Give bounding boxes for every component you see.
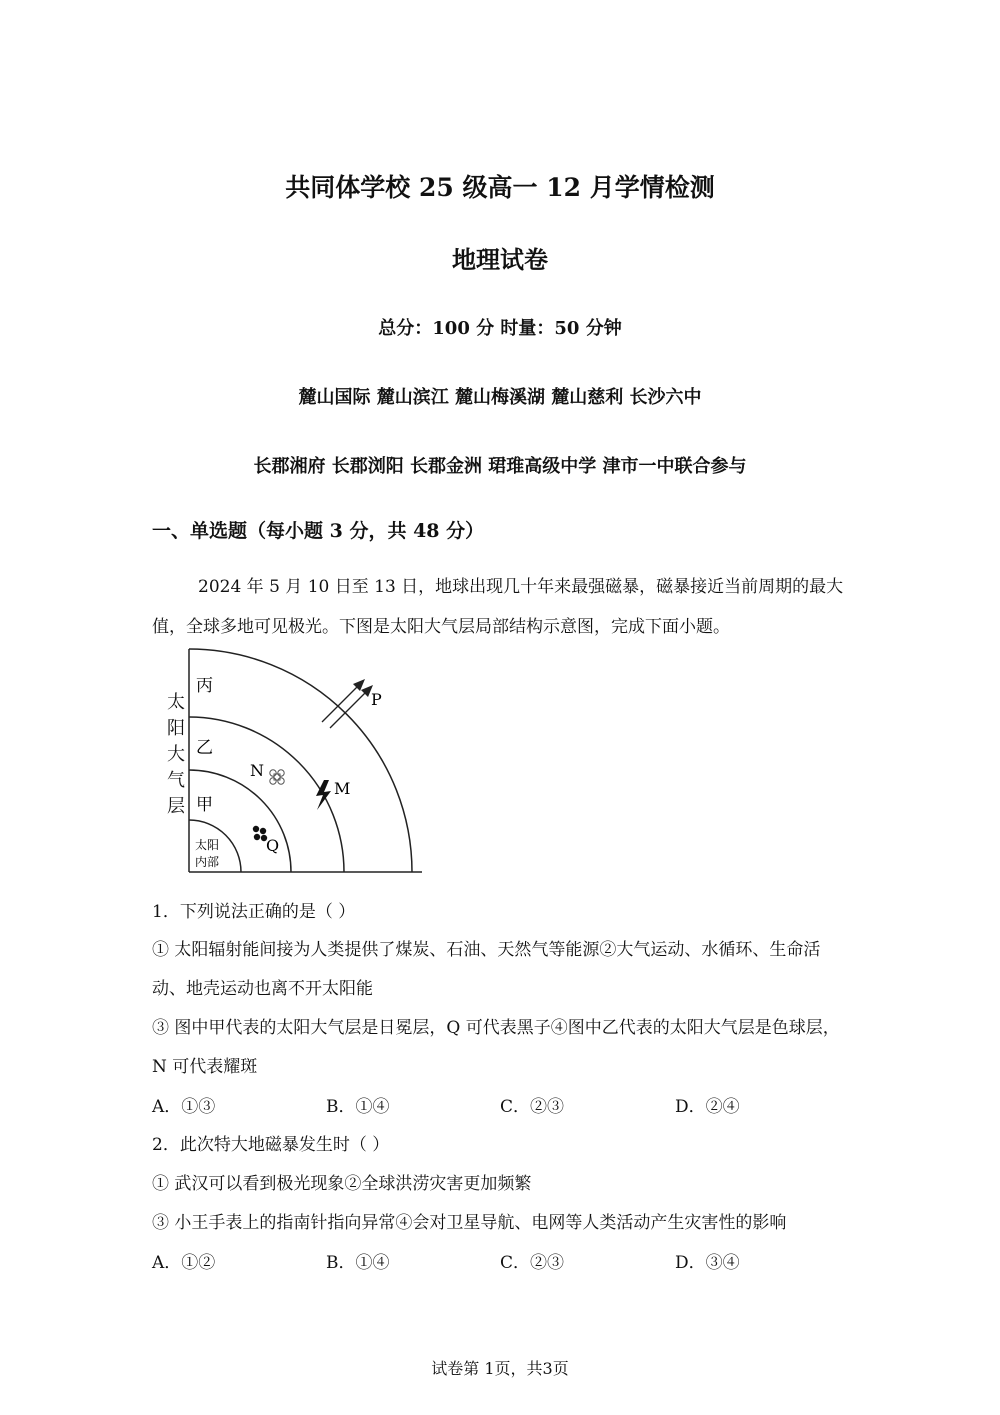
question-1-stem: 1．下列说法正确的是（ ） <box>152 902 356 922</box>
solar-wind-arrows-icon <box>322 679 373 728</box>
outer-layer-arc <box>189 649 412 872</box>
layer-label-bing: 丙 <box>196 676 213 696</box>
layer-label-jia: 甲 <box>196 795 213 815</box>
question-1-line: ③ 图中甲代表的太阳大气层是日冕层，Q 可代表黑子④图中乙代表的太阳大气层是色球层， <box>152 1018 840 1038</box>
intro-line-1: 2024 年 5 月 10 日至 13 日，地球出现几十年来最强磁暴，磁暴接近当前周期的最大 <box>198 577 844 597</box>
intro-line-2: 值，全球多地可见极光。下图是太阳大气层局部结构示意图，完成下面小题。 <box>152 617 730 637</box>
question-2-line: ③ 小王手表上的指南针指向异常④会对卫星导航、电网等人类活动产生灾害性的影响 <box>152 1213 787 1233</box>
exam-subject: 地理试卷 <box>452 245 548 274</box>
question-1-option-d[interactable]: D．②④ <box>675 1097 740 1117</box>
question-1-line: ① 太阳辐射能间接为人类提供了煤炭、石油、天然气等能源②大气运动、水循环、生命活 <box>152 940 821 960</box>
side-label-char: 大 <box>167 744 185 765</box>
marker-P: P <box>371 690 382 709</box>
marker-M: M <box>334 779 351 798</box>
section-title: 一、单选题（每小题 3 分，共 48 分） <box>152 520 485 542</box>
question-2-option-a[interactable]: A．①② <box>152 1253 216 1273</box>
question-1-line: 动、地壳运动也离不开太阳能 <box>152 979 373 999</box>
schools-line-2: 长郡湘府 长郡浏阳 长郡金洲 珺琟高级中学 津市一中联合参与 <box>253 456 747 477</box>
layer-label-yi: 乙 <box>196 738 213 758</box>
core-label-2: 内部 <box>195 855 220 869</box>
prominence-swirl-icon <box>270 770 284 784</box>
question-2-line: ① 武汉可以看到极光现象②全球洪涝灾害更加频繁 <box>152 1174 532 1194</box>
question-2-option-b[interactable]: B．①④ <box>326 1253 390 1273</box>
side-label-char: 阳 <box>167 718 185 739</box>
schools-line-1: 麓山国际 麓山滨江 麓山梅溪湖 麓山慈利 长沙六中 <box>298 387 702 408</box>
question-1-option-b[interactable]: B．①④ <box>326 1097 390 1117</box>
question-2-option-c[interactable]: C．②③ <box>500 1253 565 1273</box>
question-1-option-c[interactable]: C．②③ <box>500 1097 565 1117</box>
side-label-char: 太 <box>167 692 185 713</box>
core-label-1: 太阳 <box>195 838 220 852</box>
page-footer: 试卷第 1页，共3页 <box>431 1359 569 1378</box>
question-1-line: N 可代表耀斑 <box>152 1057 258 1077</box>
exam-title: 共同体学校 25 级高一 12 月学情检测 <box>285 173 715 202</box>
marker-Q: Q <box>266 836 280 855</box>
question-2-stem: 2．此次特大地磁暴发生时（ ） <box>152 1135 390 1155</box>
marker-N: N <box>250 761 264 780</box>
side-label-char: 层 <box>167 796 185 817</box>
solar-atmosphere-diagram <box>160 645 435 880</box>
question-2-option-d[interactable]: D．③④ <box>675 1253 740 1273</box>
exam-meta: 总分：100 分 时量：50 分钟 <box>378 318 622 339</box>
side-label <box>165 690 187 820</box>
question-1-option-a[interactable]: A．①③ <box>152 1097 216 1117</box>
side-label-char: 气 <box>167 770 185 791</box>
